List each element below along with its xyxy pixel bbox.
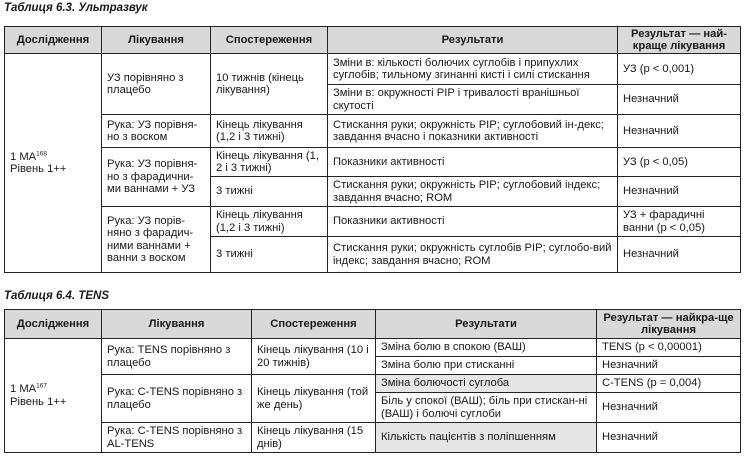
result-cell: Зміни в: окружності PIP і тривалості вранішньої скутості bbox=[328, 85, 618, 115]
col-header-treatment: Лікування bbox=[102, 310, 252, 339]
treatment-cell: Рука: УЗ порів-няно з фарадич-ними ваннами + ванни з воском bbox=[102, 207, 211, 273]
best-result-cell: Незначний bbox=[597, 393, 741, 423]
result-cell: Зміна болючості суглоба bbox=[376, 375, 597, 393]
col-header-treatment: Лікування bbox=[102, 27, 211, 54]
table-6-3-caption: Таблиця 6.3. Ультразвук bbox=[4, 2, 148, 14]
table-row bbox=[5, 423, 741, 453]
result-cell: Стискання руки; окружність PIP; суглобовий ін-декс; завдання вчасно і показники активності bbox=[328, 115, 618, 148]
study-cell bbox=[5, 54, 102, 273]
treatment-cell: Рука: УЗ порівня-но з фарадични-ми ваннами + УЗ bbox=[102, 148, 211, 207]
best-result-cell: УЗ + фарадичні ванни (p < 0,05) bbox=[618, 207, 741, 237]
result-cell: Стискання руки; окружність суглобів PIP; суглобо-вий індекс; завдання вчасно; ROM bbox=[328, 237, 618, 273]
col-header-observation: Спостереження bbox=[211, 27, 328, 54]
col-header-observation: Спостереження bbox=[252, 310, 376, 339]
table-row bbox=[5, 54, 741, 85]
best-result-cell: УЗ (p < 0,05) bbox=[618, 148, 741, 177]
study-ref: 168 bbox=[36, 149, 47, 157]
table-6-4-caption: Таблиця 6.4. TENS bbox=[4, 290, 110, 302]
col-header-study: Дослідження bbox=[5, 310, 102, 339]
best-result-cell: Незначний bbox=[618, 237, 741, 273]
study-cell bbox=[5, 339, 102, 453]
best-result-cell: Незначний bbox=[597, 357, 741, 375]
col-header-study: Дослідження bbox=[5, 27, 102, 54]
study-ref: 167 bbox=[36, 382, 47, 390]
treatment-cell: Рука: C-TENS порівняно з плацебо bbox=[102, 375, 252, 423]
study-name: 1 МА bbox=[10, 150, 37, 163]
study-level: Рівень 1++ bbox=[10, 163, 67, 175]
ultrasound-table bbox=[4, 26, 741, 273]
best-result-cell: Незначний bbox=[597, 423, 741, 453]
observation-cell: Кінець лікування (той же день) bbox=[252, 375, 376, 423]
result-cell: Біль у спокої (ВАШ); біль при стискан-ні (ВАШ) і болючі суглоби bbox=[376, 393, 597, 423]
tens-table bbox=[4, 309, 741, 453]
table-row bbox=[5, 339, 741, 357]
observation-cell: Кінець лікування (15 днів) bbox=[252, 423, 376, 453]
observation-cell: 3 тижні bbox=[211, 177, 328, 207]
table-row bbox=[5, 115, 741, 148]
col-header-best-result: Результат — най-краще лікування bbox=[618, 27, 741, 54]
col-header-best-result: Результат — найкра-ще лікування bbox=[597, 310, 741, 339]
result-cell: Кількість пацієнтів з поліпшенням bbox=[376, 423, 597, 453]
treatment-cell: УЗ порівняно з плацебо bbox=[102, 54, 211, 115]
study-level: Рівень 1++ bbox=[10, 395, 67, 408]
observation-cell: 10 тижнів (кінець лікування) bbox=[211, 54, 328, 115]
table-row bbox=[5, 207, 741, 237]
best-result-cell: УЗ (p < 0,001) bbox=[618, 54, 741, 85]
table-header-row bbox=[5, 27, 741, 54]
study-name: 1 МА bbox=[10, 383, 37, 395]
best-result-cell: Незначний bbox=[618, 115, 741, 148]
table-row bbox=[5, 148, 741, 177]
result-cell: Зміни в: кількості болючих суглобів і припухлих суглобів; тильному згинанні кисті і силі стискання bbox=[328, 54, 618, 85]
treatment-cell: Рука: C-TENS порівняно з AL-TENS bbox=[102, 423, 252, 453]
result-cell: Зміна болю в спокою (ВАШ) bbox=[376, 339, 597, 357]
col-header-results: Результати bbox=[376, 310, 597, 339]
best-result-cell: Незначний bbox=[618, 85, 741, 115]
result-cell: Показники активності bbox=[328, 148, 618, 177]
col-header-results: Результати bbox=[328, 27, 618, 54]
result-cell: Зміна болю при стисканні bbox=[376, 357, 597, 375]
result-cell: Стискання руки; окружність PIP; суглобовий індекс; завдання вчасно; ROM bbox=[328, 177, 618, 207]
best-result-cell: TENS (p < 0,00001) bbox=[597, 339, 741, 357]
best-result-cell: C-TENS (p = 0,004) bbox=[597, 375, 741, 393]
best-result-cell: Незначний bbox=[618, 177, 741, 207]
observation-cell: Кінець лікування (10 і 20 тижнів) bbox=[252, 339, 376, 375]
observation-cell: Кінець лікування (1,2 і 3 тижні) bbox=[211, 207, 328, 237]
observation-cell: Кінець лікування (1, 2 і 3 тижні) bbox=[211, 148, 328, 177]
result-cell: Показники активності bbox=[328, 207, 618, 237]
table-header-row bbox=[5, 310, 741, 339]
observation-cell: 3 тижні bbox=[211, 237, 328, 273]
treatment-cell: Рука: УЗ порівня-но з воском bbox=[102, 115, 211, 148]
table-row bbox=[5, 375, 741, 393]
treatment-cell: Рука: TENS порівняно з плацебо bbox=[102, 339, 252, 375]
observation-cell: Кінець лікування (1,2 і 3 тижні) bbox=[211, 115, 328, 148]
